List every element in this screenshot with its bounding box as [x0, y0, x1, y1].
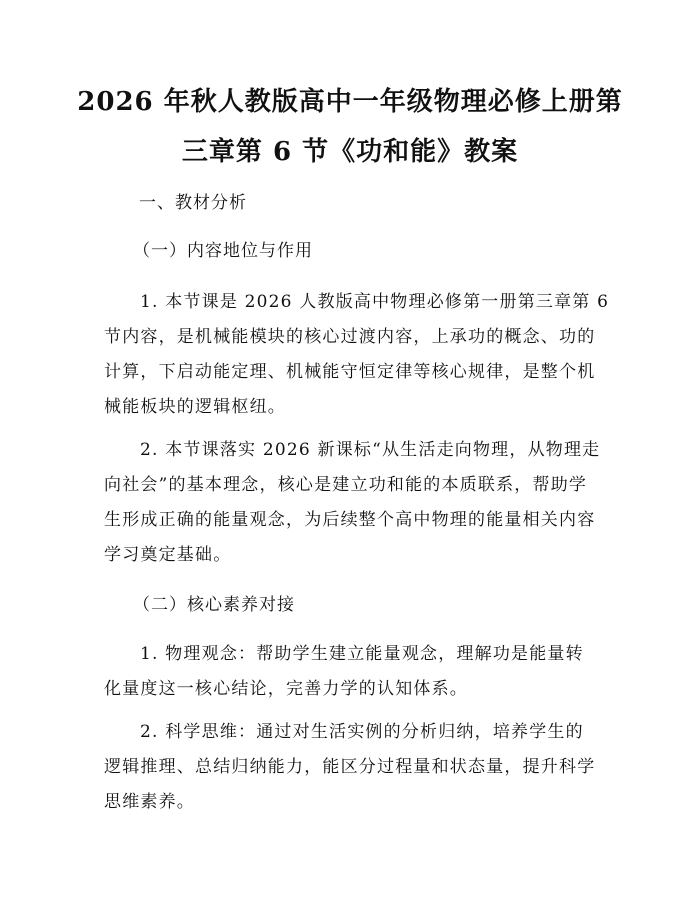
paragraph-physics-concept	[104, 637, 598, 707]
paragraph-line: 化量度这一核心结论，完善力学的认知体系。	[104, 679, 468, 699]
paragraph-line: 计算，下启动能定理、机械能守恒定律等核心规律，是整个机	[104, 362, 596, 382]
subsection-heading-content-role: （一）内容地位与作用	[133, 241, 313, 261]
paragraph-line: 械能板块的逻辑枢纽。	[104, 397, 286, 417]
document-title-line-1: 2026 年秋人教版高中一年级物理必修上册第	[77, 87, 623, 117]
paragraph-line: 节内容，是机械能模块的核心过渡内容，上承功的概念、功的	[104, 327, 596, 347]
paragraph-line: 逻辑推理、总结归纳能力，能区分过程量和状态量，提升科学	[104, 757, 596, 777]
paragraph-line: 1. 物理观念：帮助学生建立能量观念，理解功是能量转	[140, 644, 584, 664]
paragraph-line: 1. 本节课是 2026 人教版高中物理必修第一册第三章第 6	[140, 292, 610, 312]
paragraph-line: 向社会”的基本理念，核心是建立功和能的本质联系，帮助学	[104, 475, 588, 495]
paragraph-content-position	[104, 285, 610, 425]
document-title-line-2: 三章第 6 节《功和能》教案	[181, 137, 519, 167]
paragraph-line: 生形成正确的能量观念，为后续整个高中物理的能量相关内容	[104, 510, 596, 530]
paragraph-line: 2. 本节课落实 2026 新课标“从生活走向物理，从物理走	[140, 440, 601, 460]
paragraph-line: 学习奠定基础。	[104, 545, 232, 565]
paragraph-line: 思维素养。	[104, 792, 195, 812]
paragraph-curriculum-standard	[104, 433, 601, 573]
subsection-heading-core-literacy: （二）核心素养对接	[133, 595, 295, 615]
section-heading-textbook-analysis: 一、教材分析	[139, 193, 247, 213]
paragraph-scientific-thinking	[104, 715, 598, 820]
paragraph-line: 2. 科学思维：通过对生活实例的分析归纳，培养学生的	[140, 722, 584, 742]
